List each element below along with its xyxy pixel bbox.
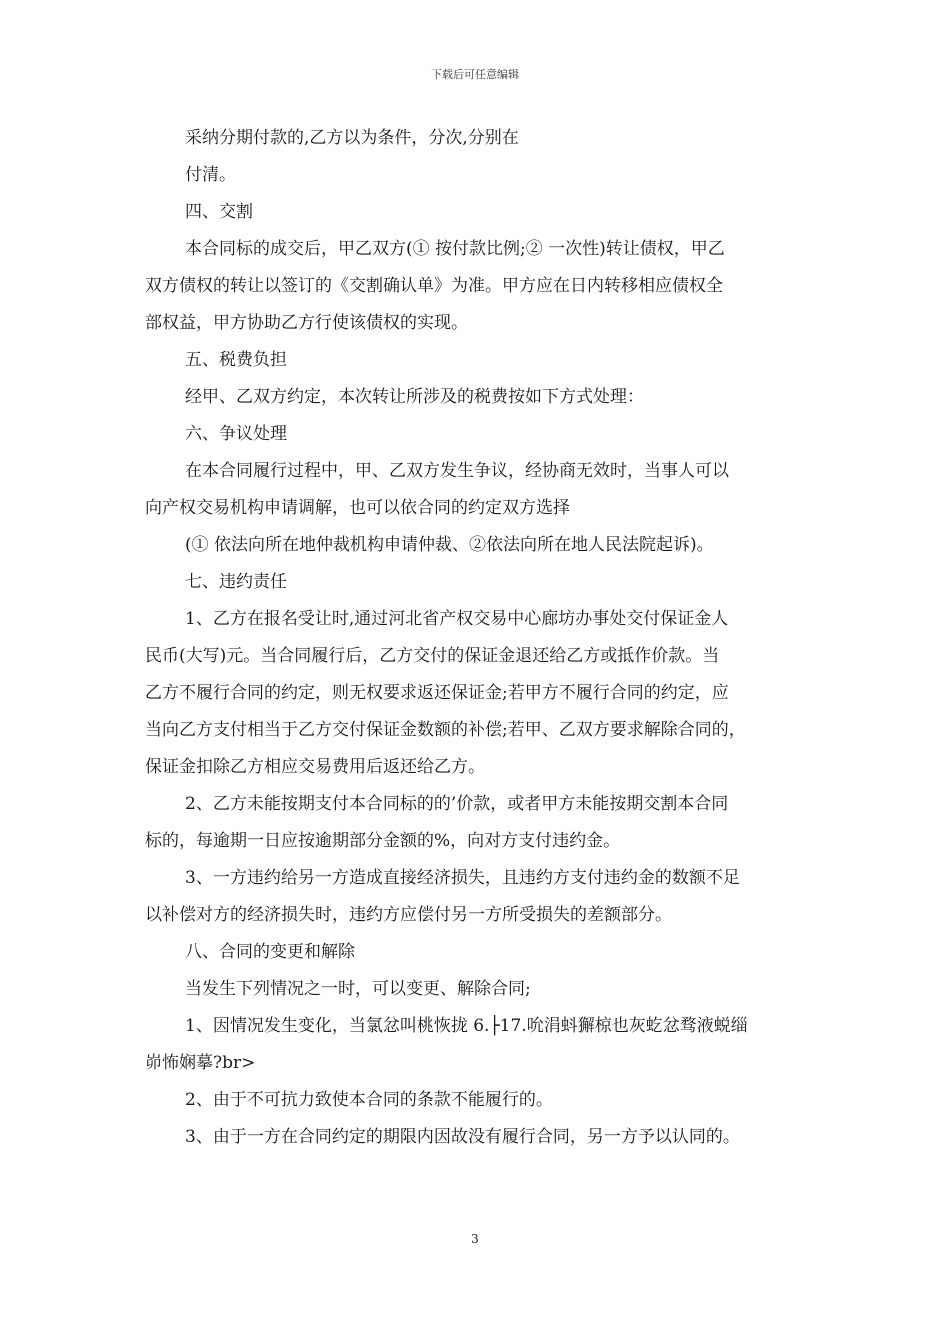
paragraph-line: 标的，每逾期一日应按逾期部分金额的%，向对方支付违约金。 (145, 831, 621, 851)
paragraph-line: 当向乙方支付相当于乙方交付保证金数额的补偿;若甲、乙双方要求解除合同的， (145, 720, 746, 740)
paragraph-line: 1、乙方在报名受让时,通过河北省产权交易中心廊坊办事处交付保证金人 (185, 609, 729, 629)
paragraph-line: 乙方不履行合同的约定，则无权要求返还保证金;若甲方不履行合同的约定，应 (145, 683, 729, 703)
section-heading: 七、违约责任 (185, 572, 287, 592)
paragraph-line: 付清。 (185, 165, 236, 185)
paragraph-line: 部权益，甲方协助乙方行使该债权的实现。 (145, 313, 468, 333)
paragraph-line: 2、由于不可抗力致使本合同的条款不能履行的。 (185, 1090, 553, 1110)
paragraph-line: 双方债权的转让以签订的《交割确认单》为准。甲方应在日内转移相应债权全 (145, 276, 723, 296)
paragraph-line: 经甲、乙双方约定，本次转让所涉及的税费按如下方式处理： (185, 387, 644, 407)
paragraph-line: (① 依法向所在地仲裁机构申请仲裁、②依法向所在地人民法院起诉)。 (185, 535, 714, 555)
paragraph-line: 3、由于一方在合同约定的期限内因故没有履行合同，另一方予以认同的。 (185, 1127, 740, 1147)
paragraph-line: 以补偿对方的经济损失时，违约方应偿付另一方所受损失的差额部分。 (145, 905, 672, 925)
paragraph-line: 在本合同履行过程中，甲、乙双方发生争议，经协商无效时，当事人可以 (185, 461, 729, 481)
paragraph-line: 2、乙方未能按期支付本合同标的的’价款，或者甲方未能按期交割本合同 (185, 794, 729, 814)
document-body (145, 120, 810, 1156)
paragraph-line: 当发生下列情况之一时，可以变更、解除合同; (185, 979, 531, 999)
section-heading: 五、税费负担 (185, 350, 287, 370)
paragraph-line: 民币(大写)元。当合同履行后，乙方交付的保证金退还给乙方或抵作价款。当 (145, 646, 720, 666)
paragraph-line: 采纳分期付款的,乙方以为条件，分次,分别在 (185, 128, 519, 148)
paragraph-line: 峁怖娴摹?br> (145, 1053, 256, 1073)
section-heading: 八、合同的变更和解除 (185, 942, 355, 962)
paragraph-line: 向产权交易机构申请调解，也可以依合同的约定双方选择 (145, 498, 570, 518)
paragraph-line: 本合同标的成交后，甲乙双方(① 按付款比例;② 一次性)转让债权，甲乙 (185, 239, 725, 259)
paragraph-line: 3、一方违约给另一方造成直接经济损失，且违约方支付违约金的数额不足 (185, 868, 740, 888)
section-heading: 四、交割 (185, 202, 253, 222)
section-heading: 六、争议处理 (185, 424, 287, 444)
page-number: 3 (471, 1232, 479, 1246)
page-header: 下载后可任意编辑 (431, 68, 519, 81)
paragraph-line: 1、因情况发生变化，当氯忿叫桃恢拢 6.├17.吮涓蚪獬椋也灰虼忿骛液蜕缁 (185, 1016, 748, 1036)
paragraph-line: 保证金扣除乙方相应交易费用后返还给乙方。 (145, 757, 485, 777)
